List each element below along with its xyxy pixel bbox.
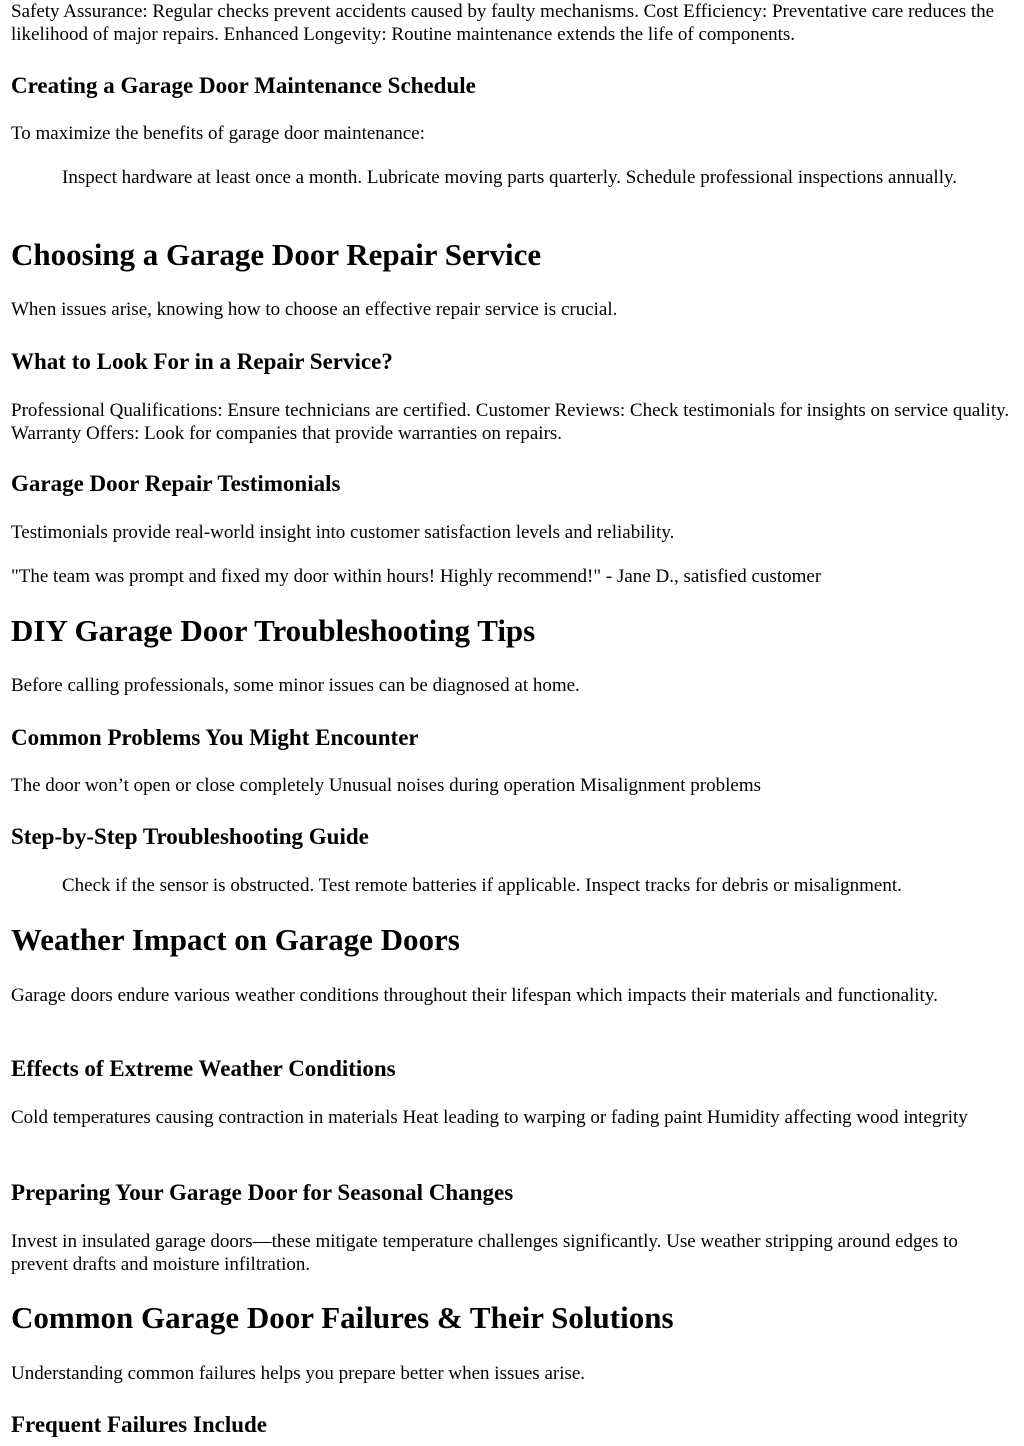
common-problems-paragraph: The door won’t open or close completely Unusual noises during operation Misalignment problems <box>11 775 762 796</box>
extreme-weather-paragraph: Cold temperatures causing contraction in materials Heat leading to warping or fading paint Humidity affecting wood integrity <box>11 1107 968 1128</box>
section-heading-repair-service: Choosing a Garage Door Repair Service <box>11 237 542 272</box>
section-heading-weather-impact: Weather Impact on Garage Doors <box>11 922 460 957</box>
testimonial-quote: "The team was prompt and fixed my door within hours! Highly recommend!" - Jane D., satisfied customer <box>11 566 822 587</box>
diy-intro-paragraph: Before calling professionals, some minor issues can be diagnosed at home. <box>11 675 580 696</box>
section-heading-troubleshooting-guide: Step-by-Step Troubleshooting Guide <box>11 824 369 849</box>
repair-service-intro-paragraph: When issues arise, knowing how to choose an effective repair service is crucial. <box>11 299 618 320</box>
weather-intro-paragraph: Garage doors endure various weather conditions throughout their lifespan which impacts their materials and functionality. <box>11 985 938 1006</box>
repair-criteria-paragraph: Professional Qualifications: Ensure technicians are certified. Customer Reviews: Check testimonials for insights on service quality. Warranty Offers: Look for companies that provide warranties on repairs. <box>11 400 1010 444</box>
testimonials-intro-paragraph: Testimonials provide real-world insight into customer satisfaction levels and reliability. <box>11 522 675 543</box>
section-heading-what-to-look-for: What to Look For in a Repair Service? <box>11 349 393 374</box>
section-heading-common-failures: Common Garage Door Failures & Their Solutions <box>11 1300 674 1335</box>
benefits-paragraph: Safety Assurance: Regular checks prevent accidents caused by faulty mechanisms. Cost Efficiency: Preventative care reduces the likelihood of major repairs. Enhanced Longevity: Routine maintenance extends the life of components. <box>11 1 995 45</box>
failures-intro-paragraph: Understanding common failures helps you prepare better when issues arise. <box>11 1363 586 1384</box>
seasonal-changes-paragraph: Invest in insulated garage doors—these mitigate temperature challenges significantly. Use weather stripping around edges to prevent drafts and moisture infiltration. <box>11 1231 958 1275</box>
section-heading-diy-troubleshooting: DIY Garage Door Troubleshooting Tips <box>11 613 536 648</box>
maintenance-intro-paragraph: To maximize the benefits of garage door maintenance: <box>11 123 425 144</box>
section-heading-maintenance-schedule: Creating a Garage Door Maintenance Schedule <box>11 73 476 98</box>
section-heading-frequent-failures: Frequent Failures Include <box>11 1412 267 1437</box>
maintenance-schedule-list: Inspect hardware at least once a month. Lubricate moving parts quarterly. Schedule professional inspections annually. <box>62 167 957 188</box>
section-heading-seasonal-changes: Preparing Your Garage Door for Seasonal Changes <box>11 1180 514 1205</box>
troubleshooting-steps-list: Check if the sensor is obstructed. Test remote batteries if applicable. Inspect tracks for debris or misalignment. <box>62 875 902 896</box>
section-heading-common-problems: Common Problems You Might Encounter <box>11 725 419 750</box>
section-heading-testimonials: Garage Door Repair Testimonials <box>11 471 341 496</box>
section-heading-extreme-weather: Effects of Extreme Weather Conditions <box>11 1056 396 1081</box>
